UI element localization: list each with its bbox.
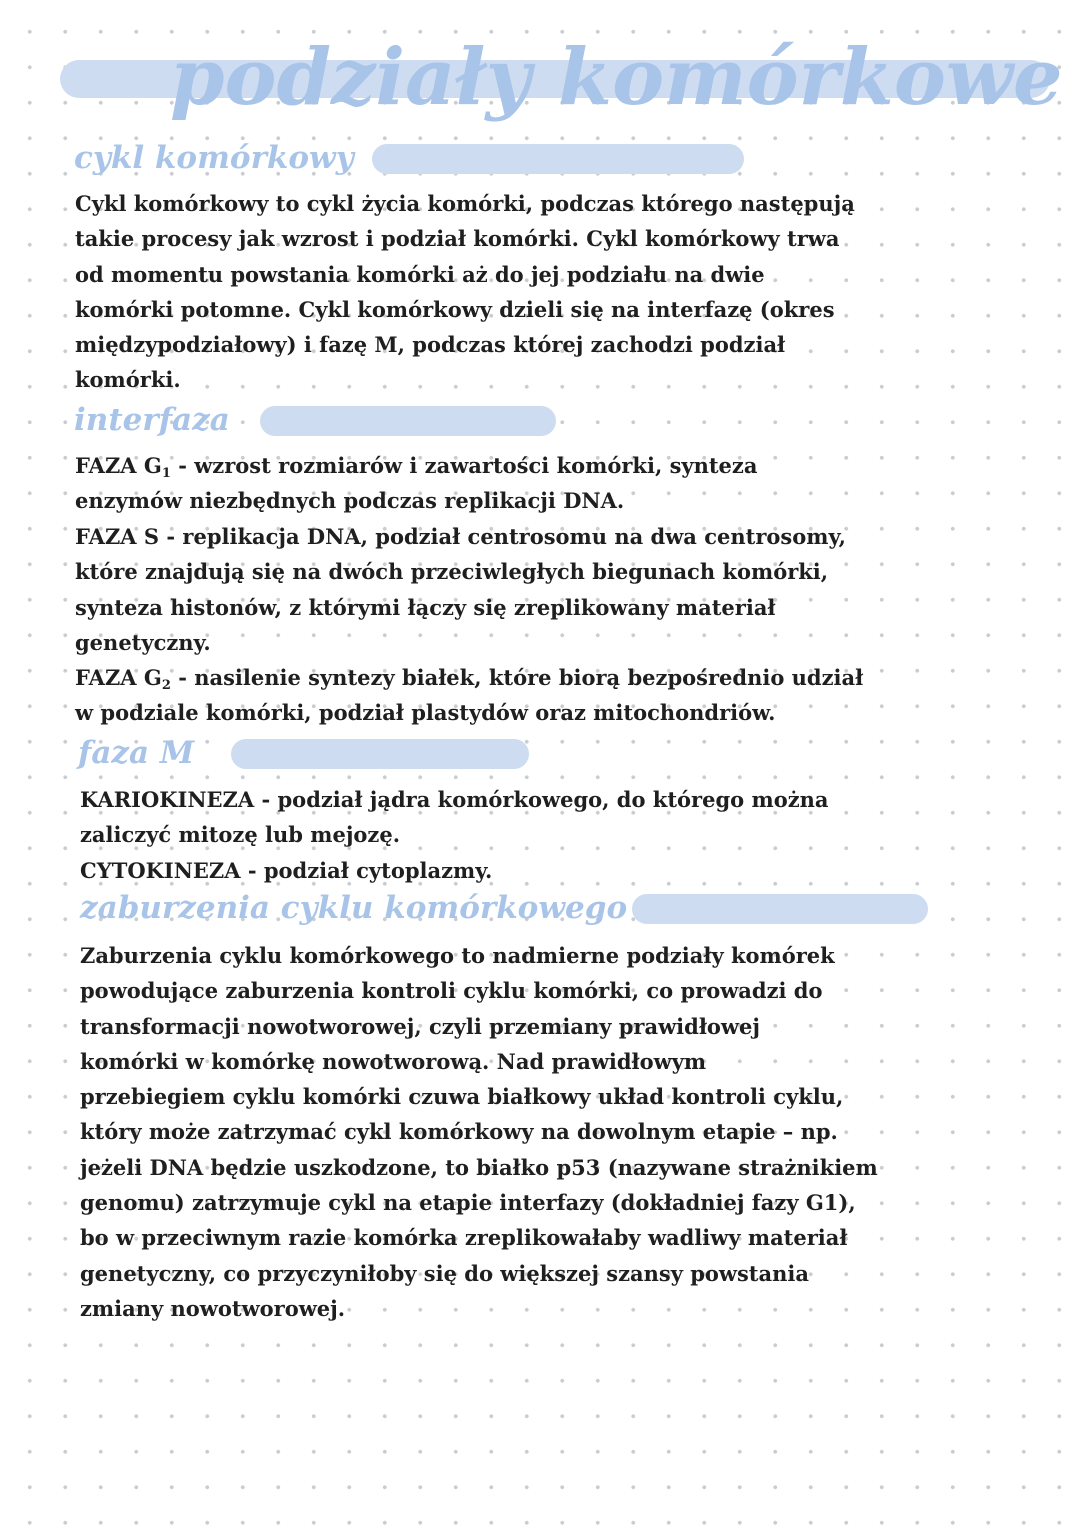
heading-highlight-pill <box>372 144 744 174</box>
phase-g2-text <box>75 660 875 731</box>
section-heading-faza-m <box>78 733 538 773</box>
section-title: zaburzenia cyklu komórkowego <box>80 890 628 926</box>
heading-highlight-pill <box>260 406 556 436</box>
phase-g1-text <box>75 448 875 519</box>
section-title: cykl komórkowy <box>74 140 354 176</box>
section-heading-cykl <box>74 138 674 178</box>
heading-highlight-pill <box>231 739 529 769</box>
phase-s-text: FAZA S - replikacja DNA, podział centrosomu na dwa centrosomy, które znajdują się na dwóch przeciwległych biegunach komórki, synteza histonów, z którymi łączy się zreplikowany materiał genetyczny. <box>75 524 846 655</box>
phase-g2-label: FAZA G <box>75 665 162 690</box>
section-text-cykl: Cykl komórkowy to cykl życia komórki, podczas którego następują takie procesy jak wzrost i podział komórki. Cykl komórkowy trwa od momentu powstania komórki aż do jej podziału na dwie komórki potomne. Cykl komórkowy dzieli się na interfazę (okres międzypodziałowy) i fazę M, podczas której zachodzi podział komórki. <box>75 191 855 393</box>
phase-g1-description: - wzrost rozmiarów i zawartości komórki, synteza enzymów niezbędnych podczas replikacji DNA. <box>75 453 758 514</box>
section-text-faza-m: KARIOKINEZA - podział jądra komórkowego, do którego można zaliczyć mitozę lub mejozę. CYTOKINEZA - podział cytoplazmy. <box>80 787 829 883</box>
section-heading-interfaza <box>74 400 559 440</box>
section-title: faza M <box>78 735 195 771</box>
phase-g1-label: FAZA G <box>75 453 162 478</box>
page-title: podziały komórkowe <box>170 32 1063 123</box>
section-heading-zaburzenia <box>80 888 940 928</box>
phase-g1-subscript: 1 <box>161 466 171 481</box>
heading-highlight-pill <box>632 894 928 924</box>
phase-g2-subscript: 2 <box>161 678 171 693</box>
section-title: interfaza <box>74 402 230 438</box>
section-text-zaburzenia: Zaburzenia cyklu komórkowego to nadmierne podziały komórek powodujące zaburzenia kontroli cyklu komórki, co prowadzi do transformacji nowotworowej, czyli przemiany prawidłowej komórki w komórkę nowotworową. Nad prawidłowym przebiegiem cyklu komórki czuwa białkowy układ kontroli cyklu, który może zatrzymać cykl komórkowy na dowolnym etapie – np. jeżeli DNA będzie uszkodzone, to białko p53 (nazywane strażnikiem genomu) zatrzymuje cykl na etapie interfazy (dokładniej fazy G1), bo w przeciwnym razie komórka zreplikowałaby wadliwy materiał genetyczny, co przyczyniłoby się do większej szansy powstania zmiany nowotworowej. <box>80 943 878 1321</box>
phase-g2-description: - nasilenie syntezy białek, które biorą bezpośrednio udział w podziale komórki, podział plastydów oraz mitochondriów. <box>75 665 864 726</box>
page-title-banner <box>60 32 1063 128</box>
